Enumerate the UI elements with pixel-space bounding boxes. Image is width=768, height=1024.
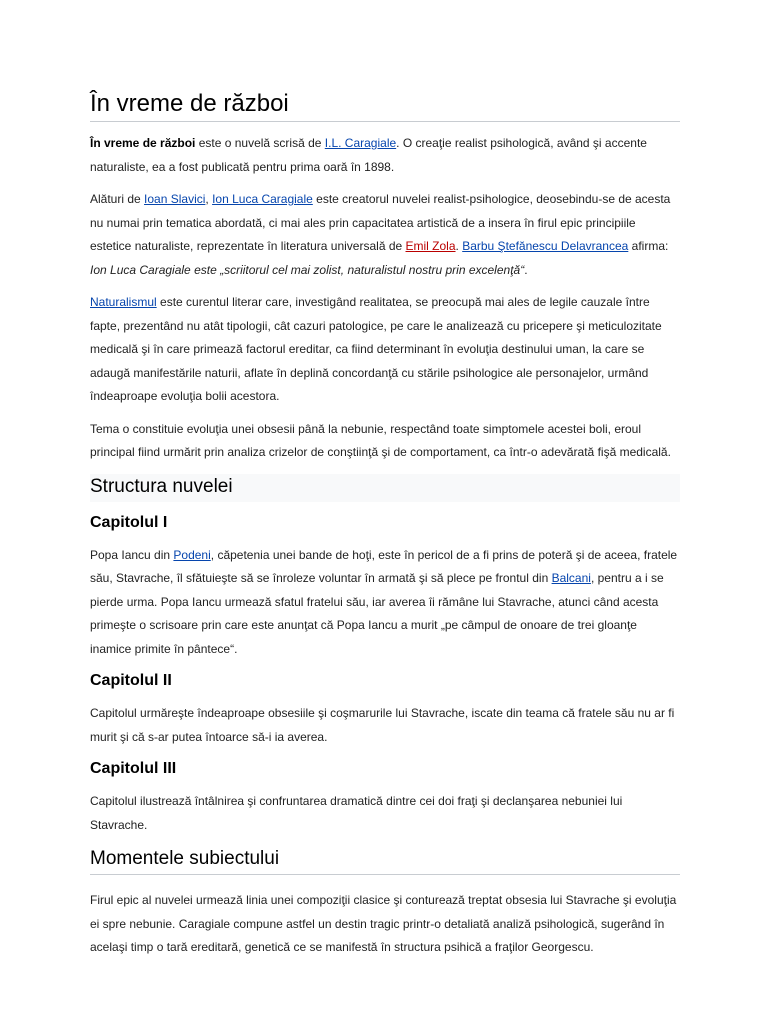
link-ion-luca-caragiale[interactable]: Ion Luca Caragiale: [212, 192, 313, 206]
link-emil-zola[interactable]: Emil Zola: [405, 239, 456, 253]
cap1-text-1: Popa Iancu din: [90, 547, 174, 562]
p2-quote: Ion Luca Caragiale este „scriitorul cel mai zolist, naturalistul nostru prin excelenţă“: [90, 262, 525, 277]
p2-text-1: Alături de: [90, 192, 145, 206]
heading-capitolul-1: Capitolul I: [90, 513, 168, 531]
heading-capitolul-2: Capitolul II: [90, 672, 172, 689]
paragraph-capitolul-2: Capitolul urmăreşte îndeaproape obsesiile şi coşmarurile lui Stavrache, iscate din teama că fratele său nu ar fi murit şi că s-ar putea întoarce să-i ia averea.: [90, 706, 675, 744]
heading-momentele-subiectului: Momentele subiectului: [90, 846, 680, 875]
intro-text-1: este o nuvelă scrisă de: [195, 136, 325, 150]
page-title: În vreme de război: [90, 88, 680, 122]
link-naturalismul[interactable]: Naturalismul: [90, 295, 157, 309]
heading-capitolul-3: Capitolul III: [90, 760, 177, 777]
paragraph-naturalismul: [90, 291, 680, 409]
intro-bold-title: În vreme de război: [90, 136, 196, 150]
p2-text-6: .: [524, 262, 528, 277]
cap1-text-3: , pentru a i se pierde urma. Popa Iancu urmează sfatul fratelui său, iar averea îi rămâne lui Stavrache, atunci când acesta primeşte o scrisoare prin care este anunţat că Popa Iancu a murit „pe câmpul de onoare de trei gloanţe inamice primite în pântece“.: [90, 571, 664, 656]
p2-text-4: .: [455, 239, 463, 253]
paragraph-tema: Tema o constituie evoluţia unei obsesii până la nebunie, respectând toate simptomele acestei boli, eroul principal fiind urmărit prin analiza crizelor de conştiinţă şi de comportament, ca într-o adevărată fişă medicală.: [90, 421, 671, 459]
paragraph-firul-epic: Firul epic al nuvelei urmează linia unei compoziţii clasice şi conturează treptat obsesia lui Stavrache şi evoluţia ei spre nebunie. Caragiale compune astfel un destin tragic printr-o detaliată analiză psihologică, sugerând în acelaşi timp o tară ereditară, genetică ce se manifestă în structura psihică a fraţilor Georgescu.: [90, 893, 677, 954]
cap1-text-2: , căpetenia unei bande de hoţi, este în pericol de a fi prins de poteră şi de aceea, fratele său, Stavrache, îl sfătuieşte să se înroleze voluntar în armată şi să plece pe frontul din: [90, 547, 678, 585]
link-barbu-delavrancea[interactable]: Barbu Ştefănescu Delavrancea: [462, 239, 629, 253]
link-ioan-slavici[interactable]: Ioan Slavici: [144, 192, 206, 206]
link-podeni[interactable]: Podeni: [173, 547, 211, 562]
p2-text-2: ,: [205, 192, 213, 206]
paragraph-capitolul-3: Capitolul ilustrează întâlnirea şi confruntarea dramatică dintre cei doi fraţi şi declanşarea nebuniei lui Stavrache.: [90, 794, 623, 832]
heading-structura-nuvelei: Structura nuvelei: [90, 474, 680, 502]
link-balcani[interactable]: Balcani: [551, 571, 591, 585]
link-il-caragiale[interactable]: I.L. Caragiale: [324, 136, 397, 150]
intro-paragraph: [90, 132, 680, 179]
paragraph-capitolul-1: [90, 544, 680, 662]
paragraph-alaturi: [90, 188, 680, 282]
p3-text: este curentul literar care, investigând realitatea, se preocupă mai ales de legile cauzale între fapte, prezentând nu atât tipologii, cât cazuri patologice, pe care le analizează cu pricepere şi meticulozitate medicală şi în care primează factorul ereditar, ca fiind determinant în evoluţia destinului uman, la care se adaugă manifestările naturii, aflate în deplină concordanţă cu stările psihologice ale personajelor, urmând îndeaproape evoluţia bolii acestora.: [90, 295, 662, 403]
p2-text-3: este creatorul nuvelei realist-psihologice, deosebindu-se de acesta nu numai prin tematica abordată, ci mai ales prin capacitatea artistică de a insera în firul epic principiile estetice naturaliste, reprezentate în literatura universală de: [90, 192, 671, 253]
intro-text-2: . O creaţie realist psihologică, având şi accente naturaliste, ea a fost publicată pentru prima oară în 1898.: [90, 136, 647, 174]
p2-text-5: afirma:: [628, 239, 669, 253]
